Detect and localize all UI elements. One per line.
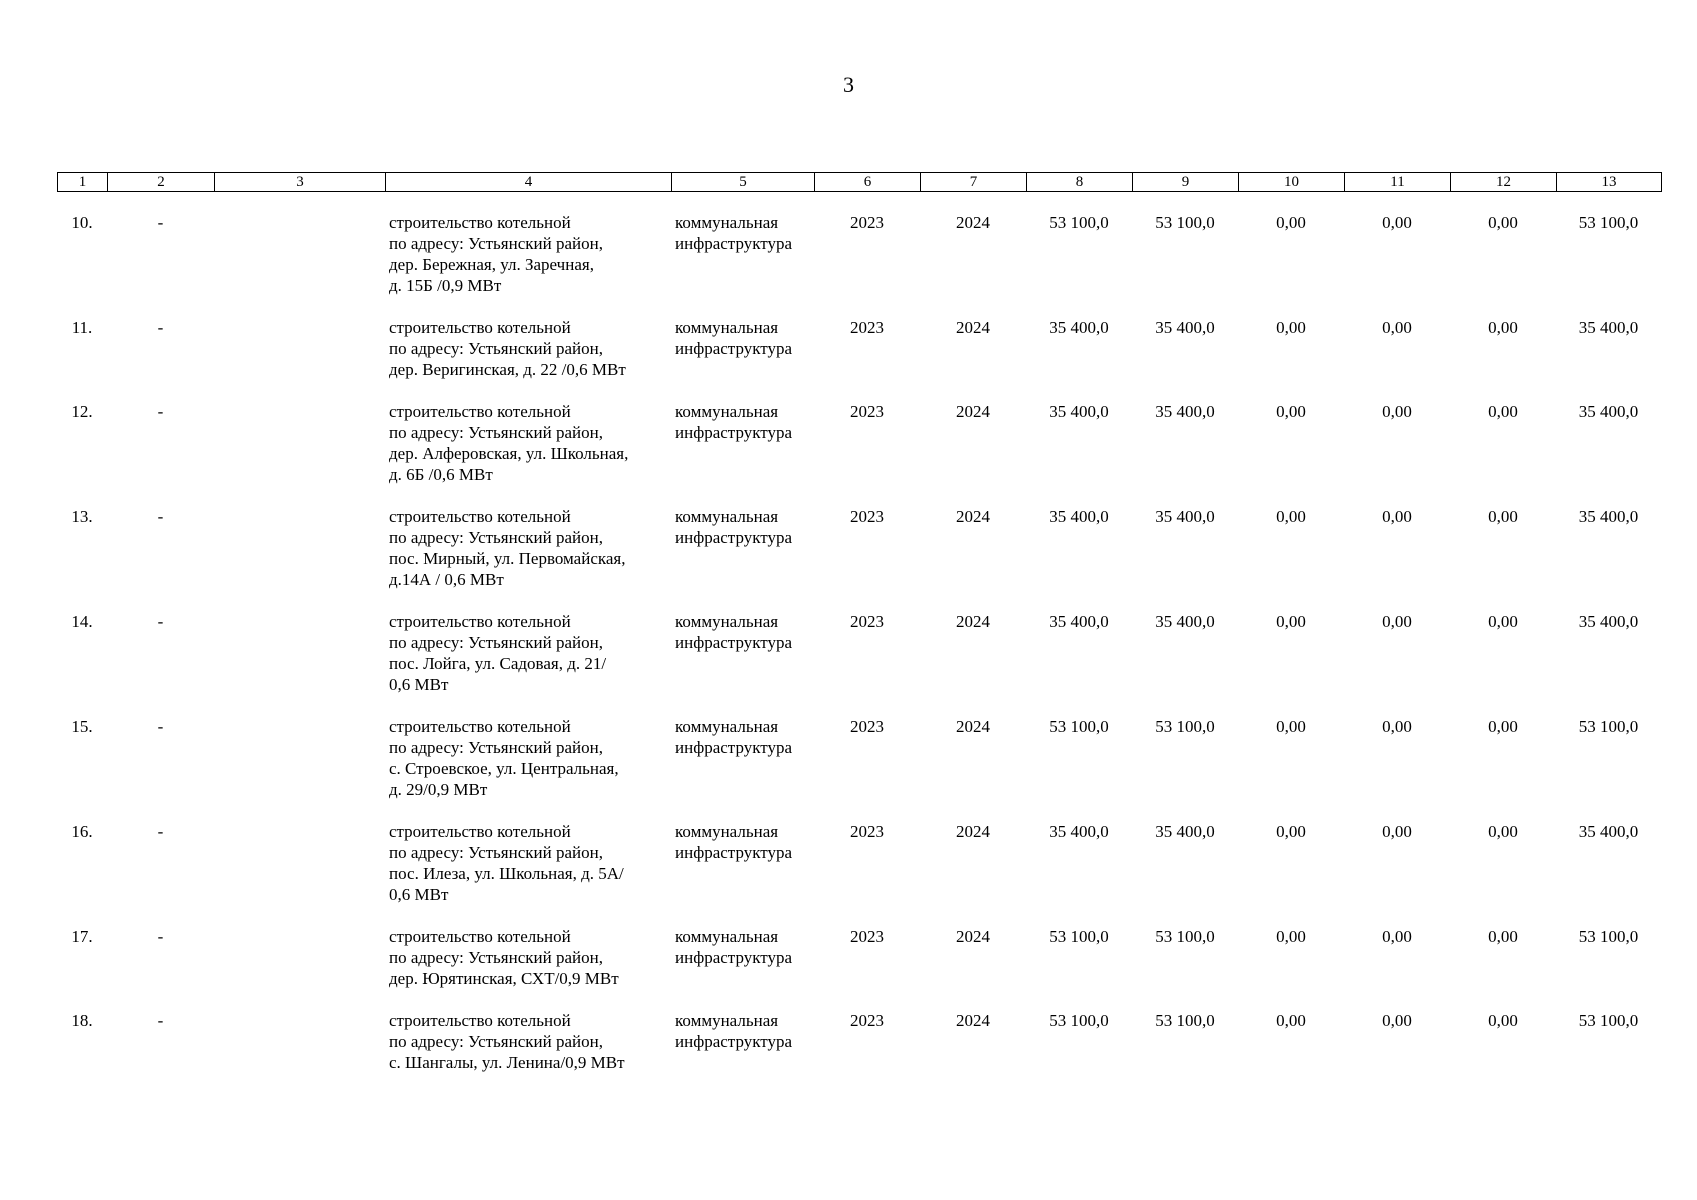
table-row: [57, 212, 1661, 317]
amount-col10: 0,00: [1276, 402, 1306, 421]
amount-col11: 0,00: [1382, 1011, 1412, 1030]
amount-col12: 0,00: [1488, 318, 1518, 337]
end-year: 2024: [956, 927, 990, 946]
object-description: [385, 401, 671, 506]
amount-col8: 53 100,0: [1049, 717, 1109, 736]
infrastructure-type: [671, 611, 814, 716]
table-row: [57, 611, 1661, 716]
infrastructure-type-line: коммунальная: [675, 507, 779, 526]
row-number: 13.: [71, 507, 93, 526]
object-description: [385, 212, 671, 317]
row-col3: [214, 926, 385, 1010]
column-header-3: 3: [215, 173, 386, 192]
start-year: 2023: [850, 927, 884, 946]
amount-col12: 0,00: [1488, 612, 1518, 631]
row-code: -: [157, 318, 164, 337]
infrastructure-type-line: инфраструктура: [675, 948, 792, 967]
end-year: 2024: [956, 507, 990, 526]
infrastructure-type: [671, 821, 814, 926]
row-col3: [214, 401, 385, 506]
infrastructure-type: [671, 212, 814, 317]
amount-col9: 35 400,0: [1155, 318, 1215, 337]
row-number: 16.: [71, 822, 93, 841]
infrastructure-type-line: коммунальная: [675, 717, 779, 736]
amount-col9: 53 100,0: [1155, 213, 1215, 232]
end-year: 2024: [956, 822, 990, 841]
object-description-line: по адресу: Устьянский район,: [389, 738, 603, 757]
row-number: 14.: [71, 612, 93, 631]
amount-col8: 35 400,0: [1049, 402, 1109, 421]
object-description-line: д. 15Б /0,9 МВт: [389, 276, 502, 295]
amount-col9: 53 100,0: [1155, 717, 1215, 736]
amount-col10: 0,00: [1276, 822, 1306, 841]
amount-col13: 35 400,0: [1578, 402, 1639, 421]
infrastructure-type-line: коммунальная: [675, 318, 779, 337]
row-code: -: [157, 1011, 164, 1030]
end-year: 2024: [956, 717, 990, 736]
end-year: 2024: [956, 318, 990, 337]
table-body: [57, 212, 1661, 1094]
page-number: 3: [843, 72, 854, 97]
row-code: -: [157, 822, 164, 841]
start-year: 2023: [850, 1011, 884, 1030]
amount-col11: 0,00: [1382, 318, 1412, 337]
amount-col13: 53 100,0: [1578, 717, 1639, 736]
object-description-line: строительство котельной: [389, 822, 571, 841]
amount-col11: 0,00: [1382, 402, 1412, 421]
row-code: -: [157, 507, 164, 526]
infrastructure-type-line: инфраструктура: [675, 843, 792, 862]
object-description-line: д. 6Б /0,6 МВт: [389, 465, 493, 484]
infrastructure-type-line: коммунальная: [675, 1011, 779, 1030]
infrastructure-type: [671, 506, 814, 611]
amount-col13: 35 400,0: [1578, 507, 1639, 526]
table-row: [57, 926, 1661, 1010]
row-code: -: [157, 213, 164, 232]
amount-col12: 0,00: [1488, 822, 1518, 841]
infrastructure-type-line: коммунальная: [675, 612, 779, 631]
amount-col9: 35 400,0: [1155, 402, 1215, 421]
row-number: 18.: [71, 1011, 93, 1030]
row-code: -: [157, 927, 164, 946]
column-header-9: 9: [1133, 173, 1239, 192]
amount-col12: 0,00: [1488, 213, 1518, 232]
row-col3: [214, 611, 385, 716]
amount-col10: 0,00: [1276, 717, 1306, 736]
infrastructure-type-line: инфраструктура: [675, 1032, 792, 1051]
start-year: 2023: [850, 318, 884, 337]
amount-col8: 35 400,0: [1049, 822, 1109, 841]
amount-col8: 35 400,0: [1049, 507, 1109, 526]
object-description-line: строительство котельной: [389, 927, 571, 946]
end-year: 2024: [956, 213, 990, 232]
infrastructure-type: [671, 1010, 814, 1094]
column-header-2: 2: [108, 173, 215, 192]
amount-col10: 0,00: [1276, 507, 1306, 526]
infrastructure-type: [671, 716, 814, 821]
object-description: [385, 611, 671, 716]
object-description-line: строительство котельной: [389, 507, 571, 526]
row-col3: [214, 716, 385, 821]
object-description-line: 0,6 МВт: [389, 675, 449, 694]
infrastructure-type-line: инфраструктура: [675, 738, 792, 757]
amount-col13: 35 400,0: [1578, 318, 1639, 337]
object-description-line: строительство котельной: [389, 612, 571, 631]
table-row: [57, 1010, 1661, 1094]
amount-col11: 0,00: [1382, 507, 1412, 526]
object-description-line: с. Строевское, ул. Центральная,: [389, 759, 619, 778]
infrastructure-type: [671, 401, 814, 506]
amount-col10: 0,00: [1276, 213, 1306, 232]
object-description-line: с. Шангалы, ул. Ленина/0,9 МВт: [389, 1053, 625, 1072]
column-header-5: 5: [672, 173, 815, 192]
amount-col11: 0,00: [1382, 213, 1412, 232]
amount-col9: 53 100,0: [1155, 1011, 1215, 1030]
infrastructure-type-line: инфраструктура: [675, 423, 792, 442]
row-code: -: [157, 612, 164, 631]
object-description-line: по адресу: Устьянский район,: [389, 1032, 603, 1051]
object-description: [385, 506, 671, 611]
column-header-11: 11: [1345, 173, 1451, 192]
amount-col9: 35 400,0: [1155, 612, 1215, 631]
object-description-line: по адресу: Устьянский район,: [389, 948, 603, 967]
header-row: [58, 173, 1662, 192]
amount-col9: 35 400,0: [1155, 822, 1215, 841]
column-header-12: 12: [1451, 173, 1557, 192]
row-number: 11.: [71, 318, 93, 337]
start-year: 2023: [850, 507, 884, 526]
amount-col9: 35 400,0: [1155, 507, 1215, 526]
row-col3: [214, 506, 385, 611]
amount-col12: 0,00: [1488, 507, 1518, 526]
amount-col12: 0,00: [1488, 927, 1518, 946]
column-header-13: 13: [1557, 173, 1662, 192]
amount-col11: 0,00: [1382, 822, 1412, 841]
object-description: [385, 317, 671, 401]
object-description-line: дер. Алферовская, ул. Школьная,: [389, 444, 629, 463]
column-header-6: 6: [815, 173, 921, 192]
object-description-line: дер. Юрятинская, СХТ/0,9 МВт: [389, 969, 619, 988]
column-number-header: [57, 172, 1662, 192]
object-description-line: пос. Илеза, ул. Школьная, д. 5А/: [389, 864, 624, 883]
object-description-line: по адресу: Устьянский район,: [389, 234, 603, 253]
table-row: [57, 401, 1661, 506]
infrastructure-type-line: коммунальная: [675, 822, 779, 841]
amount-col13: 35 400,0: [1578, 612, 1639, 631]
object-description-line: пос. Лойга, ул. Садовая, д. 21/: [389, 654, 607, 673]
amount-col10: 0,00: [1276, 927, 1306, 946]
amount-col13: 35 400,0: [1578, 822, 1639, 841]
table-row: [57, 506, 1661, 611]
start-year: 2023: [850, 612, 884, 631]
amount-col9: 53 100,0: [1155, 927, 1215, 946]
row-col3: [214, 821, 385, 926]
start-year: 2023: [850, 402, 884, 421]
object-description-line: 0,6 МВт: [389, 885, 449, 904]
column-header-8: 8: [1027, 173, 1133, 192]
amount-col11: 0,00: [1382, 717, 1412, 736]
object-description: [385, 821, 671, 926]
object-description: [385, 1010, 671, 1094]
start-year: 2023: [850, 717, 884, 736]
amount-col12: 0,00: [1488, 1011, 1518, 1030]
infrastructure-type-line: инфраструктура: [675, 633, 792, 652]
start-year: 2023: [850, 822, 884, 841]
end-year: 2024: [956, 1011, 990, 1030]
infrastructure-type-line: инфраструктура: [675, 528, 792, 547]
infrastructure-type-line: инфраструктура: [675, 339, 792, 358]
amount-col8: 53 100,0: [1049, 213, 1109, 232]
object-description-line: по адресу: Устьянский район,: [389, 528, 603, 547]
infrastructure-type: [671, 317, 814, 401]
row-number: 17.: [71, 927, 93, 946]
infrastructure-type-line: коммунальная: [675, 927, 779, 946]
start-year: 2023: [850, 213, 884, 232]
amount-col13: 53 100,0: [1578, 213, 1639, 232]
object-description-line: по адресу: Устьянский район,: [389, 633, 603, 652]
object-description-line: по адресу: Устьянский район,: [389, 339, 603, 358]
amount-col8: 53 100,0: [1049, 1011, 1109, 1030]
infrastructure-type-line: инфраструктура: [675, 234, 792, 253]
object-description-line: строительство котельной: [389, 318, 571, 337]
row-number: 12.: [71, 402, 93, 421]
object-description-line: строительство котельной: [389, 717, 571, 736]
row-col3: [214, 1010, 385, 1094]
row-code: -: [157, 402, 164, 421]
column-header-1: 1: [58, 173, 108, 192]
amount-col10: 0,00: [1276, 1011, 1306, 1030]
object-description-line: д.14А / 0,6 МВт: [389, 570, 504, 589]
table-row: [57, 317, 1661, 401]
amount-col12: 0,00: [1488, 402, 1518, 421]
row-code: -: [157, 717, 164, 736]
column-header-4: 4: [386, 173, 672, 192]
column-header-10: 10: [1239, 173, 1345, 192]
object-description-line: строительство котельной: [389, 213, 571, 232]
amount-col10: 0,00: [1276, 612, 1306, 631]
table-row: [57, 716, 1661, 821]
object-description-line: дер. Бережная, ул. Заречная,: [389, 255, 594, 274]
row-col3: [214, 212, 385, 317]
infrastructure-type: [671, 926, 814, 1010]
data-table: [57, 212, 1661, 1094]
end-year: 2024: [956, 612, 990, 631]
object-description: [385, 926, 671, 1010]
object-description-line: строительство котельной: [389, 1011, 571, 1030]
amount-col10: 0,00: [1276, 318, 1306, 337]
object-description-line: по адресу: Устьянский район,: [389, 423, 603, 442]
amount-col11: 0,00: [1382, 612, 1412, 631]
row-number: 10.: [71, 213, 93, 232]
amount-col13: 53 100,0: [1578, 927, 1639, 946]
object-description-line: по адресу: Устьянский район,: [389, 843, 603, 862]
object-description-line: строительство котельной: [389, 402, 571, 421]
amount-col11: 0,00: [1382, 927, 1412, 946]
object-description-line: д. 29/0,9 МВт: [389, 780, 488, 799]
infrastructure-type-line: коммунальная: [675, 402, 779, 421]
amount-col13: 53 100,0: [1578, 1011, 1639, 1030]
object-description: [385, 716, 671, 821]
object-description-line: дер. Веригинская, д. 22 /0,6 МВт: [389, 360, 626, 379]
column-header-7: 7: [921, 173, 1027, 192]
row-number: 15.: [71, 717, 93, 736]
amount-col8: 35 400,0: [1049, 318, 1109, 337]
table-row: [57, 821, 1661, 926]
amount-col12: 0,00: [1488, 717, 1518, 736]
amount-col8: 53 100,0: [1049, 927, 1109, 946]
object-description-line: пос. Мирный, ул. Первомайская,: [389, 549, 626, 568]
infrastructure-type-line: коммунальная: [675, 213, 779, 232]
amount-col8: 35 400,0: [1049, 612, 1109, 631]
row-col3: [214, 317, 385, 401]
end-year: 2024: [956, 402, 990, 421]
